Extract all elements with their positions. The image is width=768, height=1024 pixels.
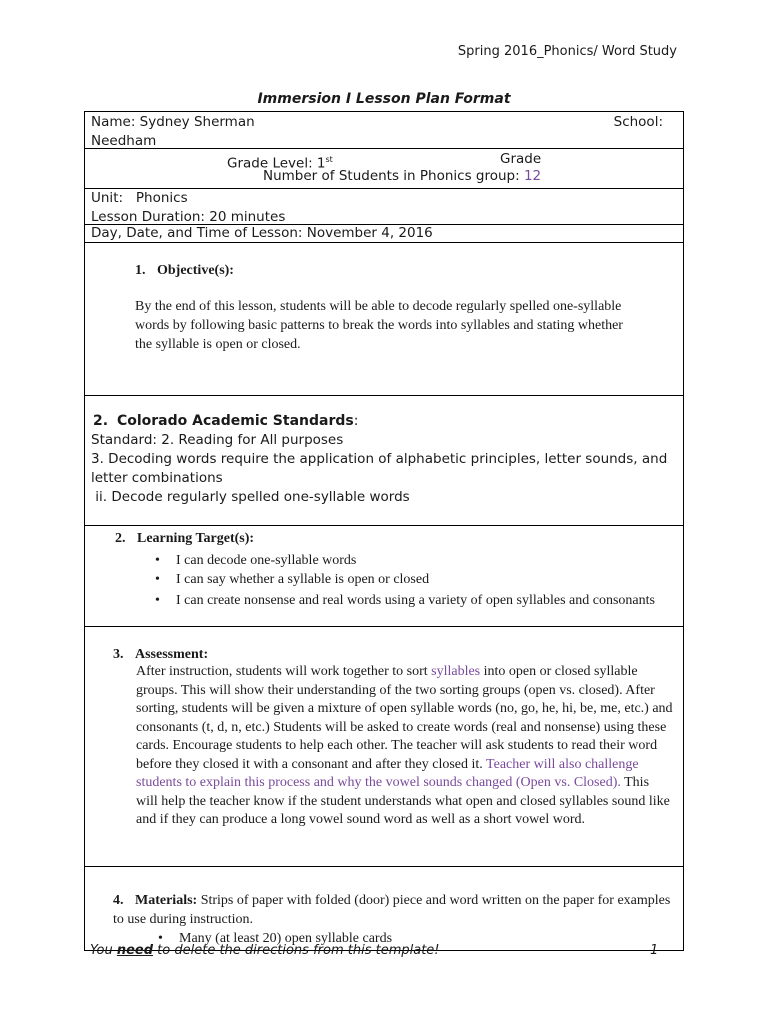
grade-label: Grade [500, 151, 542, 167]
materials-section [85, 867, 683, 950]
lesson-plan-form [84, 111, 684, 951]
unit-row [85, 189, 683, 225]
lesson-duration: Lesson Duration: 20 minutes [91, 209, 286, 225]
header-course-label: Spring 2016_Phonics/ Word Study [457, 44, 677, 59]
date-row [85, 225, 683, 243]
assessment-heading: 3. Assessment: [113, 647, 209, 662]
name-school-row [85, 112, 683, 149]
standard-line: Standard: 2. Reading for All purposes [91, 432, 344, 448]
list-item: • I can decode one-syllable words [155, 551, 683, 570]
learning-targets-list [115, 551, 683, 610]
grade-level: Grade Level: 1st [227, 155, 333, 172]
materials-text: 4. Materials: Strips of paper with folded (door) piece and word written on the paper for examples to use during instruction. [113, 893, 671, 927]
list-item: • Many (at least 20) open syllable cards [158, 929, 673, 948]
standards-heading: 2. Colorado Academic Standards: [93, 413, 359, 429]
students-count: 12 [523, 168, 542, 184]
standard-item-ii: ii. Decode regularly spelled one-syllable words [91, 489, 410, 505]
footer-note: You need to delete the directions from this template! [90, 943, 440, 958]
objectives-section [85, 263, 683, 396]
page-number: 1 [650, 943, 659, 958]
lesson-date: Day, Date, and Time of Lesson: November 4, 2016 [91, 225, 433, 241]
learning-targets-heading: 2. Learning Target(s): [115, 531, 255, 546]
grade-row [85, 149, 683, 189]
teacher-name: Name: Sydney Sherman [91, 114, 255, 130]
document-title: Immersion I Lesson Plan Format [257, 91, 511, 107]
assessment-text: After instruction, students will work together to sort syllables into open or closed syllable groups. This will show their understanding of the two sorting groups (open vs. closed). After sorting, students will be given a mixture of open syllable words (no, go, he, hi, be, me, etc.) and consonants (t, d, n, etc.) Students will be asked to create words (real and nonsense) using these cards. Encourage students to help each other. The teacher will ask students to read their word before they closed it with a consonant and after they closed it. Teacher will also challenge students to explain this process and why the vowel sounds changed (Open vs. Closed). This will help the teacher know if the student understands what open and closed syllables sound like and if they can produce a long vowel sound word as well as a short vowel word. [136, 664, 673, 827]
students-count-line: Number of Students in Phonics group: 12 [263, 168, 542, 184]
standards-section [85, 396, 683, 526]
unit: Unit: Phonics [91, 190, 188, 206]
objectives-heading: 1. Objective(s): [135, 263, 234, 278]
list-item: • I can say whether a syllable is open or closed [155, 570, 683, 589]
standard-item-3: 3. Decoding words require the application of alphabetic principles, letter sounds, and letter combinations [91, 451, 668, 486]
assessment-section [85, 627, 683, 867]
objectives-text: By the end of this lesson, students will be able to decode regularly spelled one-syllable words by following basic patterns to break the words into syllables and stating whether the syllable is open or closed. [135, 299, 623, 352]
list-item: • I can create nonsense and real words using a variety of open syllables and consonants [155, 591, 683, 610]
school-value: Needham [91, 133, 157, 149]
school-label: School: [613, 114, 663, 130]
learning-targets-section [85, 526, 683, 627]
